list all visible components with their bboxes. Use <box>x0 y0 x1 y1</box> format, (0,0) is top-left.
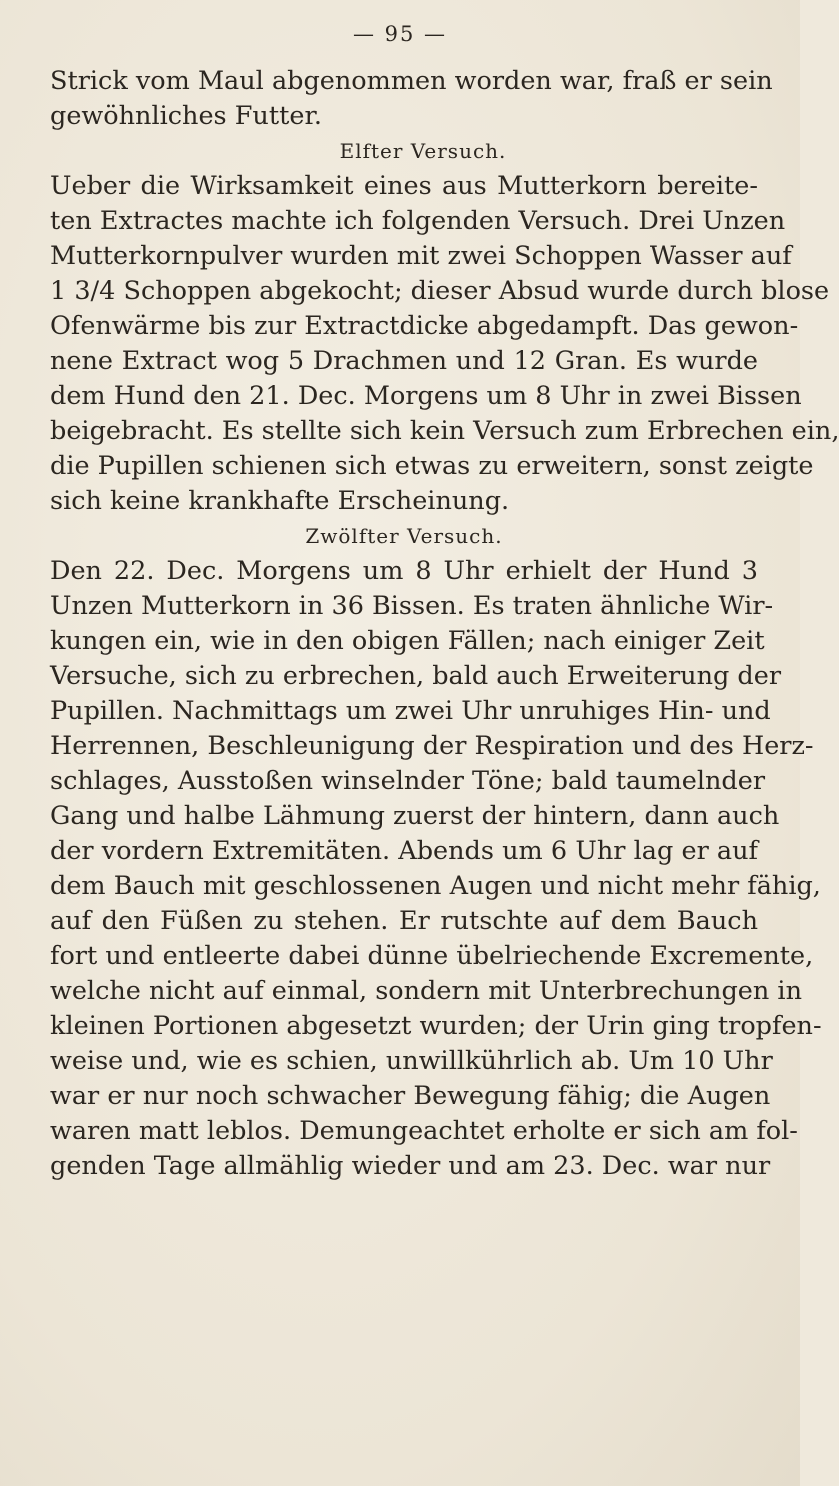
text-line: die Pupillen schienen sich etwas zu erweitern, sonst zeigte <box>50 451 814 481</box>
text-line: Herrennen, Beschleunigung der Respiration und des Herz- <box>50 731 814 761</box>
text-line: genden Tage allmählig wieder und am 23. Dec. war nur <box>50 1151 771 1181</box>
text-line: Pupillen. Nachmittags um zwei Uhr unruhiges Hin- und <box>50 696 771 726</box>
text-line: Unzen Mutterkorn in 36 Bissen. Es traten ähnliche Wir- <box>50 591 774 621</box>
text-line: Den 22. Dec. Morgens um 8 Uhr erhielt der Hund 3 <box>50 556 758 586</box>
text-line: Strick vom Maul abgenommen worden war, fraß er sein <box>50 66 773 96</box>
text-line: Mutterkornpulver wurden mit zwei Schoppen Wasser auf <box>50 241 792 271</box>
text-line: dem Hund den 21. Dec. Morgens um 8 Uhr in zwei Bissen <box>50 381 802 411</box>
text-line: waren matt leblos. Demungeachtet erholte er sich am fol- <box>50 1116 798 1146</box>
text-line: sich keine krankhafte Erscheinung. <box>50 486 510 516</box>
text-line: dem Bauch mit geschlossenen Augen und nicht mehr fähig, <box>50 871 821 901</box>
text-line: 1 3/4 Schoppen abgekocht; dieser Absud wurde durch blose <box>50 276 830 306</box>
text-line: kleinen Portionen abgesetzt wurden; der Urin ging tropfen- <box>50 1011 822 1041</box>
text-line: schlages, Ausstoßen winselnder Töne; bald taumelnder <box>50 766 766 796</box>
text-line: gewöhnliches Futter. <box>50 101 322 131</box>
text-line: weise und, wie es schien, unwillkührlich ab. Um 10 Uhr <box>50 1046 773 1076</box>
text-line: Ueber die Wirksamkeit eines aus Mutterkorn bereite- <box>50 171 758 201</box>
text-line: auf den Füßen zu stehen. Er rutschte auf dem Bauch <box>50 906 758 936</box>
text-line: der vordern Extremitäten. Abends um 6 Uhr lag er auf <box>50 836 758 866</box>
text-line: Versuche, sich zu erbrechen, bald auch Erweiterung der <box>50 661 782 691</box>
text-line: nene Extract wog 5 Drachmen und 12 Gran. Es wurde <box>50 346 758 376</box>
section-heading-eleventh-experiment: Elfter Versuch. <box>339 139 507 163</box>
text-line: ten Extractes machte ich folgenden Versuch. Drei Unzen <box>50 206 786 236</box>
text-line: welche nicht auf einmal, sondern mit Unterbrechungen in <box>50 976 803 1006</box>
text-line: Ofenwärme bis zur Extractdicke abgedampft. Das gewon- <box>50 311 799 341</box>
text-line: fort und entleerte dabei dünne übelriechende Excremente, <box>50 941 814 971</box>
section-heading-twelfth-experiment: Zwölfter Versuch. <box>305 524 503 548</box>
body-text <box>50 64 839 1184</box>
text-line: war er nur noch schwacher Bewegung fähig; die Augen <box>50 1081 771 1111</box>
page-number: — 95 — <box>352 22 448 46</box>
text-line: beigebracht. Es stellte sich kein Versuch zum Erbrechen ein, <box>50 416 839 446</box>
text-line: kungen ein, wie in den obigen Fällen; nach einiger Zeit <box>50 626 765 656</box>
text-line: Gang und halbe Lähmung zuerst der hintern, dann auch <box>50 801 780 831</box>
